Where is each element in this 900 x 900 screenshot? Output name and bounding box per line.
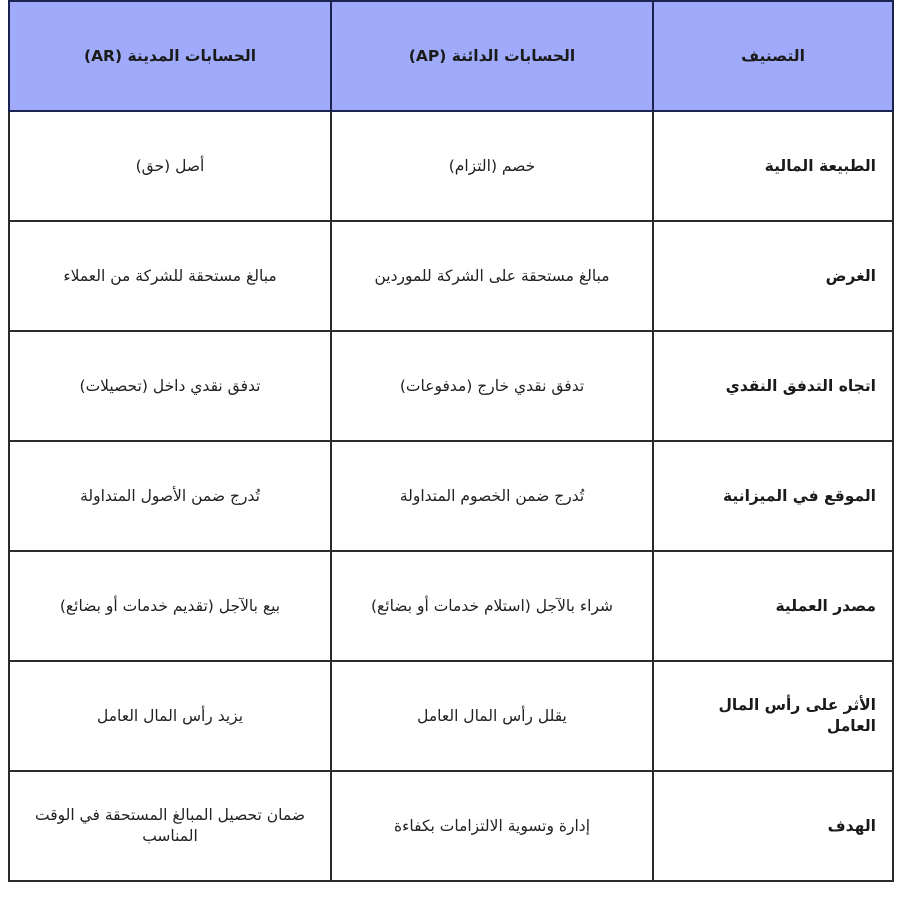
row-label: مصدر العملية <box>653 551 893 661</box>
cell-ar: مبالغ مستحقة للشركة من العملاء <box>9 221 331 331</box>
cell-ap: تدفق نقدي خارج (مدفوعات) <box>331 331 653 441</box>
row-label: الموقع في الميزانية <box>653 441 893 551</box>
cell-ar: أصل (حق) <box>9 111 331 221</box>
table-header <box>9 1 893 111</box>
cell-ar: تدفق نقدي داخل (تحصيلات) <box>9 331 331 441</box>
table-row-objective <box>9 771 893 881</box>
cell-ap: شراء بالآجل (استلام خدمات أو بضائع) <box>331 551 653 661</box>
table-row-transaction-source <box>9 551 893 661</box>
table-row-balance-sheet-position <box>9 441 893 551</box>
cell-ap: مبالغ مستحقة على الشركة للموردين <box>331 221 653 331</box>
cell-ar: ضمان تحصيل المبالغ المستحقة في الوقت المناسب <box>9 771 331 881</box>
cell-ap: تُدرج ضمن الخصوم المتداولة <box>331 441 653 551</box>
table-body <box>9 111 893 881</box>
row-label: الطبيعة المالية <box>653 111 893 221</box>
row-label: اتجاه التدفق النقدي <box>653 331 893 441</box>
row-label: الغرض <box>653 221 893 331</box>
cell-ap: إدارة وتسوية الالتزامات بكفاءة <box>331 771 653 881</box>
comparison-table-container <box>8 0 892 882</box>
cell-ar: تُدرج ضمن الأصول المتداولة <box>9 441 331 551</box>
header-accounts-payable: الحسابات الدائنة (AP) <box>331 1 653 111</box>
table-row-cash-flow-direction <box>9 331 893 441</box>
cell-ar: يزيد رأس المال العامل <box>9 661 331 771</box>
cell-ap: يقلل رأس المال العامل <box>331 661 653 771</box>
table-row-financial-nature <box>9 111 893 221</box>
cell-ar: بيع بالآجل (تقديم خدمات أو بضائع) <box>9 551 331 661</box>
header-row <box>9 1 893 111</box>
header-accounts-receivable: الحسابات المدينة (AR) <box>9 1 331 111</box>
table-row-purpose <box>9 221 893 331</box>
header-category: التصنيف <box>653 1 893 111</box>
row-label: الهدف <box>653 771 893 881</box>
ap-vs-ar-comparison-table <box>8 0 894 882</box>
row-label: الأثر على رأس المال العامل <box>653 661 893 771</box>
cell-ap: خصم (التزام) <box>331 111 653 221</box>
table-row-working-capital-impact <box>9 661 893 771</box>
